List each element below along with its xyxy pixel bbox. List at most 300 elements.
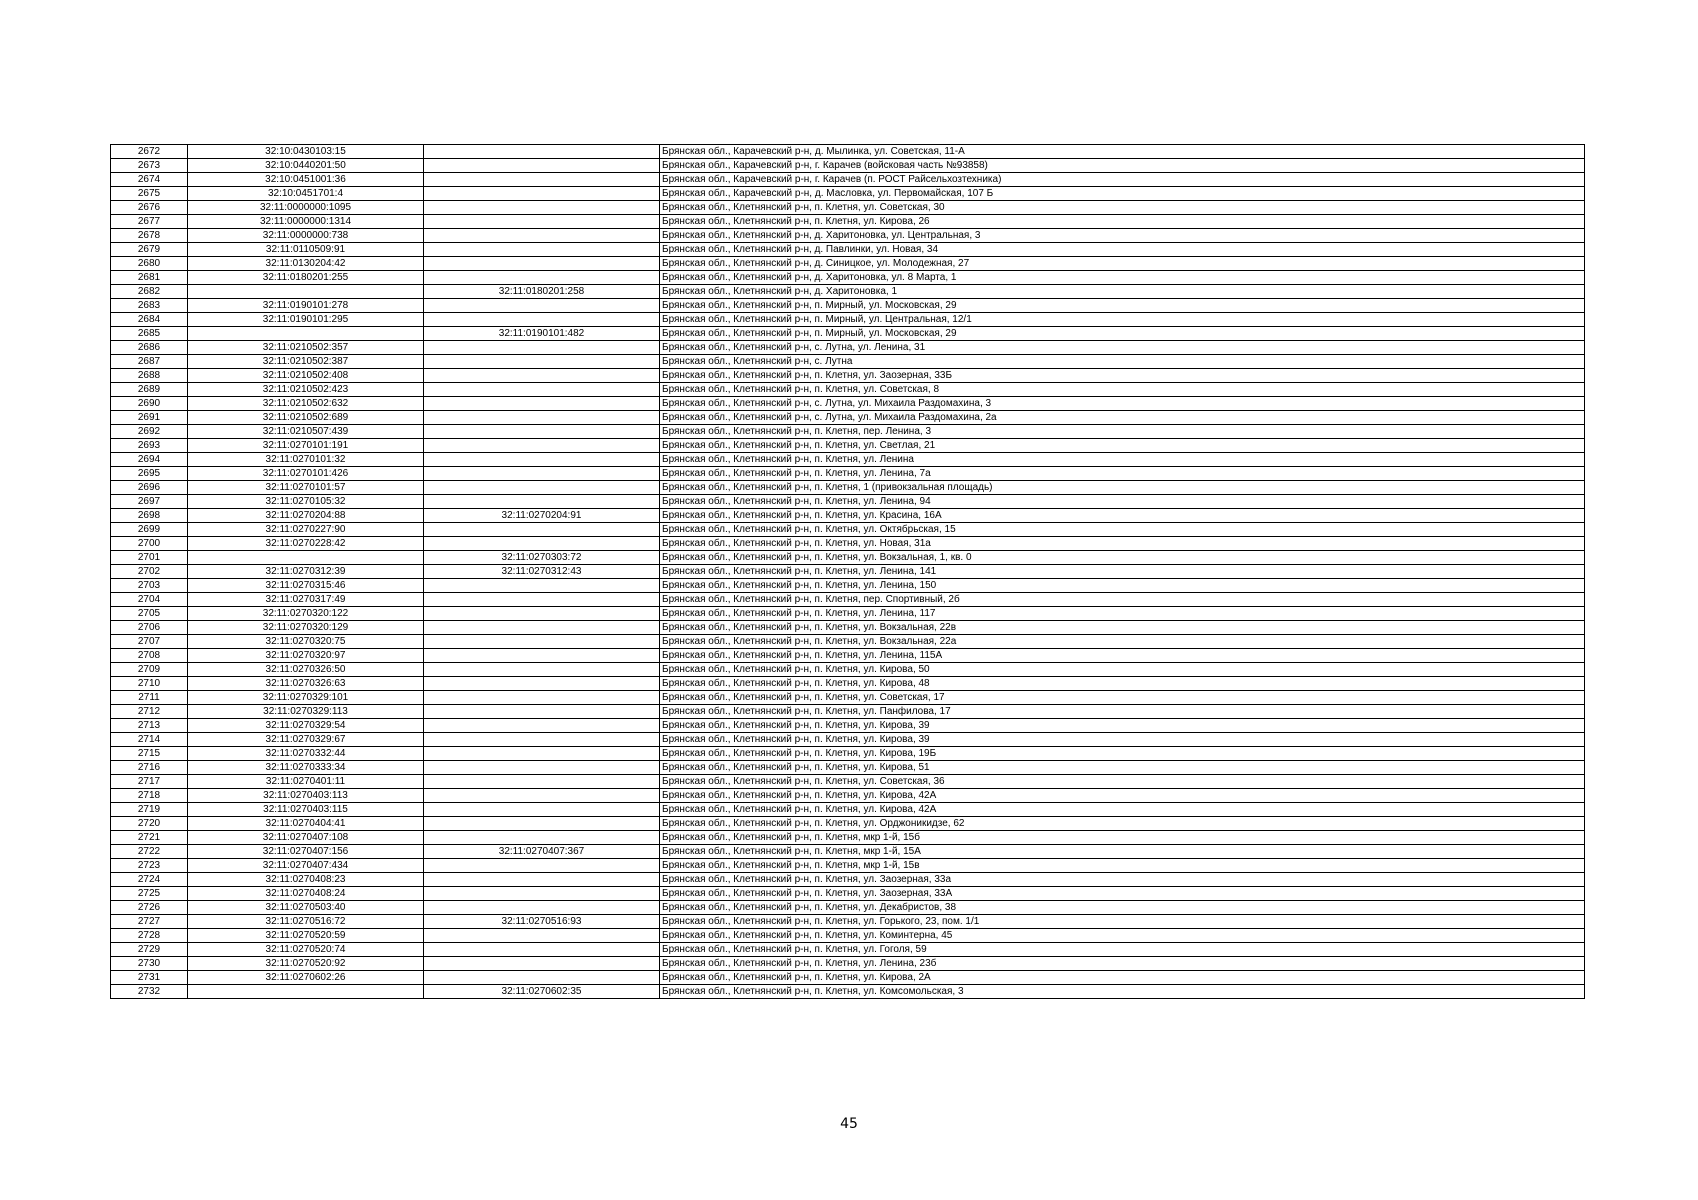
linked-cadastral-number-cell — [424, 719, 660, 733]
cadastral-number-cell: 32:11:0270320:129 — [188, 621, 424, 635]
cadastral-number-cell: 32:11:0270602:26 — [188, 971, 424, 985]
address-cell: Брянская обл., Клетнянский р-н, п. Клетня, ул. Горького, 23, пом. 1/1 — [660, 915, 1585, 929]
cadastral-number-cell — [188, 985, 424, 999]
table-row — [111, 803, 1585, 817]
cadastral-number-cell: 32:11:0270329:113 — [188, 705, 424, 719]
linked-cadastral-number-cell — [424, 761, 660, 775]
row-number-cell: 2708 — [111, 649, 188, 663]
cadastral-number-cell: 32:11:0270407:156 — [188, 845, 424, 859]
linked-cadastral-number-cell — [424, 523, 660, 537]
cadastral-number-cell: 32:11:0270101:32 — [188, 453, 424, 467]
cadastral-number-cell: 32:11:0270315:46 — [188, 579, 424, 593]
table-row — [111, 495, 1585, 509]
cadastral-number-cell — [188, 327, 424, 341]
row-number-cell: 2678 — [111, 229, 188, 243]
row-number-cell: 2689 — [111, 383, 188, 397]
linked-cadastral-number-cell — [424, 691, 660, 705]
linked-cadastral-number-cell — [424, 943, 660, 957]
row-number-cell: 2728 — [111, 929, 188, 943]
row-number-cell: 2716 — [111, 761, 188, 775]
table-row — [111, 201, 1585, 215]
table-row — [111, 943, 1585, 957]
cadastral-number-cell: 32:11:0270520:92 — [188, 957, 424, 971]
linked-cadastral-number-cell — [424, 201, 660, 215]
address-cell: Брянская обл., Клетнянский р-н, п. Клетня, ул. Кирова, 42А — [660, 789, 1585, 803]
cadastral-number-cell: 32:11:0210502:423 — [188, 383, 424, 397]
linked-cadastral-number-cell — [424, 859, 660, 873]
address-cell: Брянская обл., Клетнянский р-н, п. Клетня, ул. Декабристов, 38 — [660, 901, 1585, 915]
cadastral-number-cell: 32:11:0270320:97 — [188, 649, 424, 663]
table-row — [111, 425, 1585, 439]
row-number-cell: 2732 — [111, 985, 188, 999]
address-cell: Брянская обл., Клетнянский р-н, п. Клетня, ул. Комсомольская, 3 — [660, 985, 1585, 999]
row-number-cell: 2676 — [111, 201, 188, 215]
address-cell: Брянская обл., Клетнянский р-н, п. Клетня, ул. Вокзальная, 1, кв. 0 — [660, 551, 1585, 565]
row-number-cell: 2707 — [111, 635, 188, 649]
linked-cadastral-number-cell — [424, 537, 660, 551]
row-number-cell: 2674 — [111, 173, 188, 187]
linked-cadastral-number-cell — [424, 677, 660, 691]
linked-cadastral-number-cell — [424, 299, 660, 313]
linked-cadastral-number-cell — [424, 495, 660, 509]
table-row — [111, 509, 1585, 523]
table-row — [111, 243, 1585, 257]
table-row — [111, 551, 1585, 565]
address-cell: Брянская обл., Клетнянский р-н, п. Клетня, ул. Кирова, 39 — [660, 733, 1585, 747]
cadastral-number-cell: 32:11:0270101:191 — [188, 439, 424, 453]
linked-cadastral-number-cell — [424, 481, 660, 495]
table-row — [111, 873, 1585, 887]
linked-cadastral-number-cell: 32:11:0270516:93 — [424, 915, 660, 929]
table-row — [111, 439, 1585, 453]
row-number-cell: 2701 — [111, 551, 188, 565]
linked-cadastral-number-cell — [424, 747, 660, 761]
page-number: 45 — [840, 1116, 858, 1132]
cadastral-number-cell: 32:11:0270204:88 — [188, 509, 424, 523]
row-number-cell: 2703 — [111, 579, 188, 593]
linked-cadastral-number-cell — [424, 901, 660, 915]
address-cell: Брянская обл., Клетнянский р-н, п. Клетня, ул. Заозерная, 33а — [660, 873, 1585, 887]
table-row — [111, 621, 1585, 635]
cadastral-number-cell: 32:11:0210502:357 — [188, 341, 424, 355]
table-row — [111, 271, 1585, 285]
registry-table-body — [111, 145, 1585, 999]
address-cell: Брянская обл., Клетнянский р-н, п. Клетня, ул. Кирова, 50 — [660, 663, 1585, 677]
address-cell: Брянская обл., Клетнянский р-н, с. Лутна, ул. Ленина, 31 — [660, 341, 1585, 355]
linked-cadastral-number-cell — [424, 579, 660, 593]
row-number-cell: 2699 — [111, 523, 188, 537]
address-cell: Брянская обл., Клетнянский р-н, п. Клетня, ул. Ленина, 7а — [660, 467, 1585, 481]
row-number-cell: 2720 — [111, 817, 188, 831]
address-cell: Брянская обл., Клетнянский р-н, п. Клетня, ул. Ленина, 23б — [660, 957, 1585, 971]
table-row — [111, 607, 1585, 621]
address-cell: Брянская обл., Карачевский р-н, г. Карачев (войсковая часть №93858) — [660, 159, 1585, 173]
row-number-cell: 2696 — [111, 481, 188, 495]
row-number-cell: 2673 — [111, 159, 188, 173]
linked-cadastral-number-cell: 32:11:0270407:367 — [424, 845, 660, 859]
linked-cadastral-number-cell — [424, 663, 660, 677]
row-number-cell: 2730 — [111, 957, 188, 971]
address-cell: Брянская обл., Клетнянский р-н, п. Мирный, ул. Московская, 29 — [660, 327, 1585, 341]
table-row — [111, 411, 1585, 425]
row-number-cell: 2700 — [111, 537, 188, 551]
row-number-cell: 2715 — [111, 747, 188, 761]
cadastral-number-cell: 32:11:0270516:72 — [188, 915, 424, 929]
cadastral-number-cell: 32:11:0270404:41 — [188, 817, 424, 831]
cadastral-number-cell: 32:11:0270101:57 — [188, 481, 424, 495]
linked-cadastral-number-cell — [424, 453, 660, 467]
address-cell: Брянская обл., Клетнянский р-н, п. Клетня, ул. Кирова, 39 — [660, 719, 1585, 733]
row-number-cell: 2712 — [111, 705, 188, 719]
address-cell: Брянская обл., Клетнянский р-н, п. Клетня, ул. Светлая, 21 — [660, 439, 1585, 453]
cadastral-number-cell — [188, 551, 424, 565]
linked-cadastral-number-cell — [424, 425, 660, 439]
row-number-cell: 2680 — [111, 257, 188, 271]
cadastral-number-cell: 32:11:0270407:108 — [188, 831, 424, 845]
row-number-cell: 2693 — [111, 439, 188, 453]
linked-cadastral-number-cell — [424, 705, 660, 719]
linked-cadastral-number-cell — [424, 789, 660, 803]
linked-cadastral-number-cell — [424, 369, 660, 383]
table-row — [111, 369, 1585, 383]
table-row — [111, 705, 1585, 719]
linked-cadastral-number-cell — [424, 971, 660, 985]
cadastral-number-cell: 32:11:0270520:59 — [188, 929, 424, 943]
address-cell: Брянская обл., Клетнянский р-н, п. Клетня, ул. Кирова, 2А — [660, 971, 1585, 985]
cadastral-number-cell: 32:11:0210507:439 — [188, 425, 424, 439]
row-number-cell: 2704 — [111, 593, 188, 607]
table-row — [111, 887, 1585, 901]
linked-cadastral-number-cell: 32:11:0270602:35 — [424, 985, 660, 999]
linked-cadastral-number-cell: 32:11:0180201:258 — [424, 285, 660, 299]
address-cell: Брянская обл., Клетнянский р-н, п. Клетня, мкр 1-й, 15А — [660, 845, 1585, 859]
cadastral-number-cell: 32:11:0190101:278 — [188, 299, 424, 313]
cadastral-number-cell: 32:11:0270105:32 — [188, 495, 424, 509]
address-cell: Брянская обл., Клетнянский р-н, п. Клетня, ул. Советская, 36 — [660, 775, 1585, 789]
table-row — [111, 845, 1585, 859]
table-row — [111, 929, 1585, 943]
table-row — [111, 229, 1585, 243]
table-row — [111, 761, 1585, 775]
cadastral-number-cell: 32:10:0440201:50 — [188, 159, 424, 173]
table-row — [111, 159, 1585, 173]
cadastral-number-cell: 32:11:0270408:23 — [188, 873, 424, 887]
linked-cadastral-number-cell — [424, 929, 660, 943]
address-cell: Брянская обл., Клетнянский р-н, п. Клетня, ул. Панфилова, 17 — [660, 705, 1585, 719]
table-row — [111, 481, 1585, 495]
address-cell: Брянская обл., Клетнянский р-н, п. Мирный, ул. Московская, 29 — [660, 299, 1585, 313]
row-number-cell: 2687 — [111, 355, 188, 369]
table-row — [111, 817, 1585, 831]
row-number-cell: 2688 — [111, 369, 188, 383]
table-row — [111, 985, 1585, 999]
address-cell: Брянская обл., Клетнянский р-н, п. Клетня, ул. Ленина, 141 — [660, 565, 1585, 579]
cadastral-number-cell: 32:11:0270403:113 — [188, 789, 424, 803]
row-number-cell: 2675 — [111, 187, 188, 201]
cadastral-number-cell: 32:11:0190101:295 — [188, 313, 424, 327]
cadastral-number-cell: 32:11:0270326:50 — [188, 663, 424, 677]
address-cell: Брянская обл., Клетнянский р-н, п. Клетня, ул. Вокзальная, 22в — [660, 621, 1585, 635]
row-number-cell: 2726 — [111, 901, 188, 915]
row-number-cell: 2683 — [111, 299, 188, 313]
cadastral-number-cell: 32:11:0270329:67 — [188, 733, 424, 747]
table-row — [111, 257, 1585, 271]
table-row — [111, 593, 1585, 607]
address-cell: Брянская обл., Клетнянский р-н, п. Клетня, пер. Ленина, 3 — [660, 425, 1585, 439]
address-cell: Брянская обл., Клетнянский р-н, д. Синицкое, ул. Молодежная, 27 — [660, 257, 1585, 271]
table-row — [111, 383, 1585, 397]
address-cell: Брянская обл., Клетнянский р-н, п. Клетня, ул. Заозерная, 33Б — [660, 369, 1585, 383]
address-cell: Брянская обл., Клетнянский р-н, п. Клетня, ул. Кирова, 19Б — [660, 747, 1585, 761]
cadastral-number-cell: 32:11:0110509:91 — [188, 243, 424, 257]
linked-cadastral-number-cell — [424, 173, 660, 187]
table-row — [111, 579, 1585, 593]
row-number-cell: 2694 — [111, 453, 188, 467]
table-row — [111, 313, 1585, 327]
address-cell: Брянская обл., Клетнянский р-н, д. Харитоновка, 1 — [660, 285, 1585, 299]
cadastral-number-cell: 32:11:0000000:1314 — [188, 215, 424, 229]
row-number-cell: 2686 — [111, 341, 188, 355]
row-number-cell: 2692 — [111, 425, 188, 439]
table-row — [111, 901, 1585, 915]
row-number-cell: 2731 — [111, 971, 188, 985]
table-row — [111, 537, 1585, 551]
address-cell: Брянская обл., Клетнянский р-н, с. Лутна, ул. Михаила Раздомахина, 2а — [660, 411, 1585, 425]
row-number-cell: 2705 — [111, 607, 188, 621]
table-row — [111, 285, 1585, 299]
linked-cadastral-number-cell — [424, 635, 660, 649]
linked-cadastral-number-cell: 32:11:0270204:91 — [424, 509, 660, 523]
row-number-cell: 2672 — [111, 145, 188, 159]
table-row — [111, 453, 1585, 467]
linked-cadastral-number-cell — [424, 957, 660, 971]
address-cell: Брянская обл., Клетнянский р-н, п. Клетня, ул. Гоголя, 59 — [660, 943, 1585, 957]
address-cell: Брянская обл., Клетнянский р-н, с. Лутна, ул. Михаила Раздомахина, 3 — [660, 397, 1585, 411]
row-number-cell: 2691 — [111, 411, 188, 425]
address-cell: Брянская обл., Клетнянский р-н, д. Харитоновка, ул. 8 Марта, 1 — [660, 271, 1585, 285]
row-number-cell: 2714 — [111, 733, 188, 747]
table-row — [111, 677, 1585, 691]
table-row — [111, 467, 1585, 481]
table-row — [111, 747, 1585, 761]
row-number-cell: 2723 — [111, 859, 188, 873]
linked-cadastral-number-cell — [424, 803, 660, 817]
cadastral-number-cell: 32:11:0270329:54 — [188, 719, 424, 733]
address-cell: Брянская обл., Клетнянский р-н, п. Клетня, ул. Ленина, 115А — [660, 649, 1585, 663]
address-cell: Брянская обл., Клетнянский р-н, с. Лутна — [660, 355, 1585, 369]
linked-cadastral-number-cell — [424, 243, 660, 257]
table-row — [111, 915, 1585, 929]
cadastral-number-cell: 32:11:0270312:39 — [188, 565, 424, 579]
address-cell: Брянская обл., Клетнянский р-н, п. Клетня, ул. Новая, 31а — [660, 537, 1585, 551]
row-number-cell: 2722 — [111, 845, 188, 859]
address-cell: Брянская обл., Клетнянский р-н, п. Клетня, ул. Ленина — [660, 453, 1585, 467]
cadastral-number-cell: 32:11:0210502:408 — [188, 369, 424, 383]
linked-cadastral-number-cell — [424, 649, 660, 663]
registry-table — [110, 144, 1585, 999]
linked-cadastral-number-cell — [424, 621, 660, 635]
linked-cadastral-number-cell — [424, 383, 660, 397]
linked-cadastral-number-cell — [424, 257, 660, 271]
table-row — [111, 859, 1585, 873]
linked-cadastral-number-cell — [424, 817, 660, 831]
cadastral-number-cell: 32:11:0210502:387 — [188, 355, 424, 369]
linked-cadastral-number-cell — [424, 271, 660, 285]
address-cell: Брянская обл., Карачевский р-н, г. Карачев (п. РОСТ Райсельхозтехника) — [660, 173, 1585, 187]
address-cell: Брянская обл., Клетнянский р-н, п. Клетня, ул. Советская, 30 — [660, 201, 1585, 215]
table-row — [111, 341, 1585, 355]
address-cell: Брянская обл., Клетнянский р-н, п. Клетня, пер. Спортивный, 2б — [660, 593, 1585, 607]
row-number-cell: 2718 — [111, 789, 188, 803]
table-row — [111, 775, 1585, 789]
row-number-cell: 2684 — [111, 313, 188, 327]
table-row — [111, 663, 1585, 677]
address-cell: Брянская обл., Клетнянский р-н, п. Клетня, ул. Вокзальная, 22а — [660, 635, 1585, 649]
table-row — [111, 215, 1585, 229]
row-number-cell: 2685 — [111, 327, 188, 341]
row-number-cell: 2725 — [111, 887, 188, 901]
linked-cadastral-number-cell — [424, 397, 660, 411]
address-cell: Брянская обл., Клетнянский р-н, п. Клетня, ул. Орджоникидзе, 62 — [660, 817, 1585, 831]
address-cell: Брянская обл., Клетнянский р-н, п. Клетня, ул. Кирова, 26 — [660, 215, 1585, 229]
linked-cadastral-number-cell — [424, 831, 660, 845]
cadastral-number-cell: 32:11:0270317:49 — [188, 593, 424, 607]
linked-cadastral-number-cell — [424, 439, 660, 453]
row-number-cell: 2681 — [111, 271, 188, 285]
linked-cadastral-number-cell — [424, 229, 660, 243]
table-row — [111, 957, 1585, 971]
row-number-cell: 2709 — [111, 663, 188, 677]
address-cell: Брянская обл., Клетнянский р-н, п. Клетня, ул. Кирова, 42А — [660, 803, 1585, 817]
cadastral-number-cell: 32:11:0000000:1095 — [188, 201, 424, 215]
row-number-cell: 2721 — [111, 831, 188, 845]
cadastral-number-cell: 32:11:0270101:426 — [188, 467, 424, 481]
table-row — [111, 971, 1585, 985]
linked-cadastral-number-cell — [424, 775, 660, 789]
cadastral-number-cell: 32:11:0180201:255 — [188, 271, 424, 285]
linked-cadastral-number-cell — [424, 215, 660, 229]
linked-cadastral-number-cell — [424, 593, 660, 607]
cadastral-number-cell: 32:11:0270329:101 — [188, 691, 424, 705]
address-cell: Брянская обл., Клетнянский р-н, п. Клетня, ул. Ленина, 117 — [660, 607, 1585, 621]
address-cell: Брянская обл., Клетнянский р-н, д. Павлинки, ул. Новая, 34 — [660, 243, 1585, 257]
cadastral-number-cell: 32:11:0270503:40 — [188, 901, 424, 915]
table-row — [111, 173, 1585, 187]
cadastral-number-cell: 32:11:0210502:689 — [188, 411, 424, 425]
row-number-cell: 2727 — [111, 915, 188, 929]
cadastral-number-cell: 32:11:0270408:24 — [188, 887, 424, 901]
address-cell: Брянская обл., Карачевский р-н, д. Масловка, ул. Первомайская, 107 Б — [660, 187, 1585, 201]
cadastral-number-cell: 32:11:0000000:738 — [188, 229, 424, 243]
table-row — [111, 327, 1585, 341]
row-number-cell: 2690 — [111, 397, 188, 411]
address-cell: Брянская обл., Клетнянский р-н, п. Клетня, мкр 1-й, 15б — [660, 831, 1585, 845]
address-cell: Брянская обл., Клетнянский р-н, п. Клетня, мкр 1-й, 15в — [660, 859, 1585, 873]
row-number-cell: 2682 — [111, 285, 188, 299]
row-number-cell: 2719 — [111, 803, 188, 817]
linked-cadastral-number-cell: 32:11:0270303:72 — [424, 551, 660, 565]
address-cell: Брянская обл., Клетнянский р-н, п. Клетня, ул. Заозерная, 33А — [660, 887, 1585, 901]
address-cell: Брянская обл., Клетнянский р-н, п. Клетня, 1 (привокзальная площадь) — [660, 481, 1585, 495]
table-row — [111, 719, 1585, 733]
row-number-cell: 2724 — [111, 873, 188, 887]
cadastral-number-cell: 32:11:0270332:44 — [188, 747, 424, 761]
cadastral-number-cell: 32:10:0430103:15 — [188, 145, 424, 159]
cadastral-number-cell — [188, 285, 424, 299]
cadastral-number-cell: 32:11:0270407:434 — [188, 859, 424, 873]
linked-cadastral-number-cell — [424, 467, 660, 481]
cadastral-number-cell: 32:11:0270401:11 — [188, 775, 424, 789]
cadastral-number-cell: 32:11:0270326:63 — [188, 677, 424, 691]
table-row — [111, 397, 1585, 411]
linked-cadastral-number-cell: 32:11:0270312:43 — [424, 565, 660, 579]
cadastral-number-cell: 32:11:0270227:90 — [188, 523, 424, 537]
address-cell: Брянская обл., Клетнянский р-н, д. Харитоновка, ул. Центральная, 3 — [660, 229, 1585, 243]
address-cell: Брянская обл., Клетнянский р-н, п. Клетня, ул. Кирова, 51 — [660, 761, 1585, 775]
cadastral-number-cell: 32:11:0270320:75 — [188, 635, 424, 649]
linked-cadastral-number-cell — [424, 607, 660, 621]
table-row — [111, 565, 1585, 579]
linked-cadastral-number-cell — [424, 313, 660, 327]
linked-cadastral-number-cell — [424, 187, 660, 201]
cadastral-number-cell: 32:11:0270228:42 — [188, 537, 424, 551]
table-row — [111, 635, 1585, 649]
cadastral-number-cell: 32:10:0451001:36 — [188, 173, 424, 187]
table-row — [111, 145, 1585, 159]
row-number-cell: 2717 — [111, 775, 188, 789]
table-row — [111, 649, 1585, 663]
address-cell: Брянская обл., Клетнянский р-н, п. Клетня, ул. Коминтерна, 45 — [660, 929, 1585, 943]
address-cell: Брянская обл., Клетнянский р-н, п. Клетня, ул. Октябрьская, 15 — [660, 523, 1585, 537]
table-row — [111, 691, 1585, 705]
cadastral-number-cell: 32:10:0451701:4 — [188, 187, 424, 201]
address-cell: Брянская обл., Клетнянский р-н, п. Клетня, ул. Советская, 17 — [660, 691, 1585, 705]
cadastral-number-cell: 32:11:0270320:122 — [188, 607, 424, 621]
table-row — [111, 733, 1585, 747]
row-number-cell: 2697 — [111, 495, 188, 509]
row-number-cell: 2729 — [111, 943, 188, 957]
address-cell: Брянская обл., Карачевский р-н, д. Мылинка, ул. Советская, 11-А — [660, 145, 1585, 159]
table-row — [111, 187, 1585, 201]
row-number-cell: 2702 — [111, 565, 188, 579]
row-number-cell: 2698 — [111, 509, 188, 523]
address-cell: Брянская обл., Клетнянский р-н, п. Мирный, ул. Центральная, 12/1 — [660, 313, 1585, 327]
address-cell: Брянская обл., Клетнянский р-н, п. Клетня, ул. Советская, 8 — [660, 383, 1585, 397]
table-row — [111, 831, 1585, 845]
row-number-cell: 2711 — [111, 691, 188, 705]
cadastral-number-cell: 32:11:0130204:42 — [188, 257, 424, 271]
table-row — [111, 789, 1585, 803]
linked-cadastral-number-cell: 32:11:0190101:482 — [424, 327, 660, 341]
cadastral-number-cell: 32:11:0210502:632 — [188, 397, 424, 411]
row-number-cell: 2710 — [111, 677, 188, 691]
cadastral-number-cell: 32:11:0270403:115 — [188, 803, 424, 817]
linked-cadastral-number-cell — [424, 873, 660, 887]
row-number-cell: 2695 — [111, 467, 188, 481]
row-number-cell: 2677 — [111, 215, 188, 229]
cadastral-number-cell: 32:11:0270520:74 — [188, 943, 424, 957]
address-cell: Брянская обл., Клетнянский р-н, п. Клетня, ул. Красина, 16А — [660, 509, 1585, 523]
table-row — [111, 523, 1585, 537]
table-row — [111, 355, 1585, 369]
linked-cadastral-number-cell — [424, 411, 660, 425]
address-cell: Брянская обл., Клетнянский р-н, п. Клетня, ул. Ленина, 94 — [660, 495, 1585, 509]
address-cell: Брянская обл., Клетнянский р-н, п. Клетня, ул. Кирова, 48 — [660, 677, 1585, 691]
table-row — [111, 299, 1585, 313]
linked-cadastral-number-cell — [424, 355, 660, 369]
linked-cadastral-number-cell — [424, 159, 660, 173]
row-number-cell: 2706 — [111, 621, 188, 635]
